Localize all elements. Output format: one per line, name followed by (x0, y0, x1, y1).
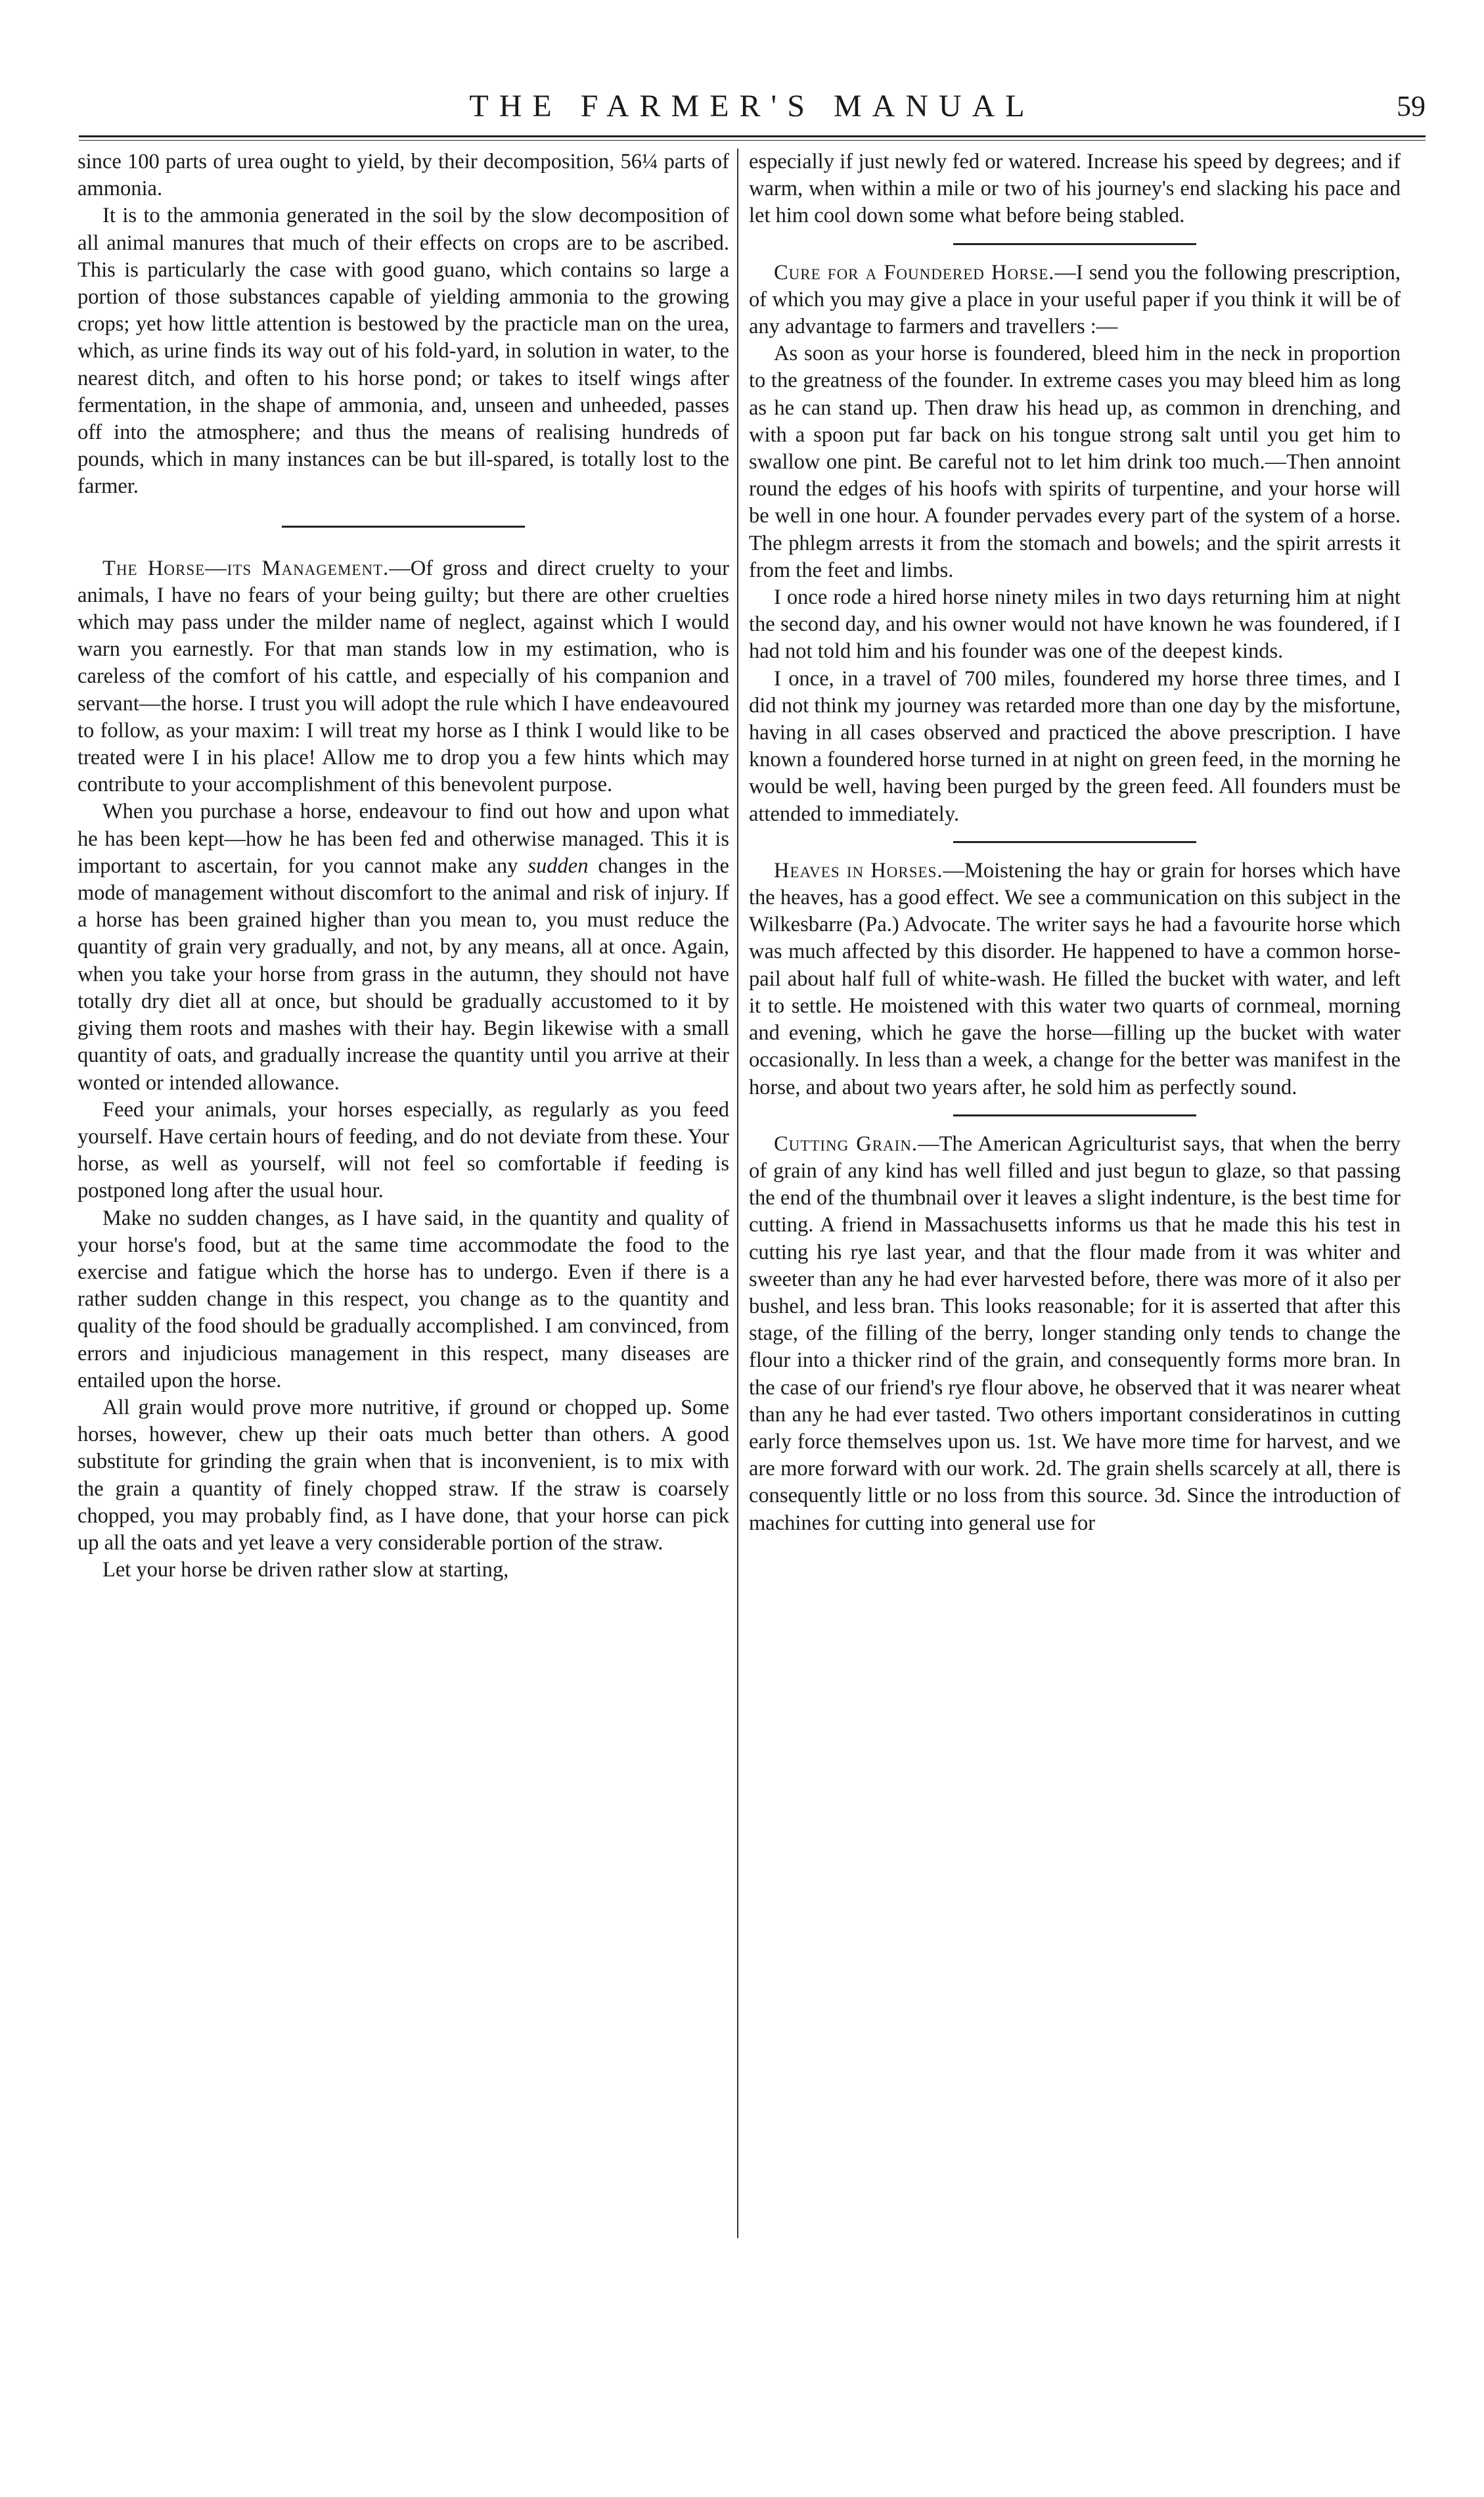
hired-horse-paragraph: I once rode a hired horse ninety miles in two days returning him at night the second day, and his owner would not have known he was foundered, if I had not told him and his founder was one of the deepest kinds. (749, 585, 1401, 664)
column-divider (737, 149, 738, 2238)
grain-nutritive-paragraph: All grain would prove more nutritive, if ground or chopped up. Some horses, however, chew up their oats much better than others. A good substitute for grinding the grain when that is inconvenient, is to mix with the grain a quantity of finely chopped straw. If the straw is coarsely chopped, you may probably find, as I have done, that your horse can pick up all the oats and yet leave a very considerable portion of the straw. (78, 1395, 729, 1555)
urea-continued-paragraph: since 100 parts of urea ought to yield, by their decomposition, 56¼ parts of ammonia. (78, 150, 729, 201)
foundered-horse-headline: Cure for a Foundered Horse. (774, 260, 1055, 285)
purchase-text-before: When you purchase a horse, endeavour to find out how and upon what he has been kept—how he has been fed and otherwise managed. This it is important to ascertain, for you cannot make any (78, 800, 729, 878)
article-divider (953, 1114, 1196, 1116)
no-sudden-changes-paragraph: Make no sudden changes, as I have said, in the quantity and quality of your horse's food, but at the same time accommodate the food to the exercise and fatigue which the horse has to undergo. Even if there is a rather sudden change in this respect, you change as to the quantity and quality of the food should be gradually accomplished. I am convinced, from errors and injudicious management in this respect, many diseases are entailed upon the horse. (78, 1206, 729, 1392)
cutting-grain-headline: Cutting Grain. (774, 1132, 918, 1156)
running-title: THE FARMER'S MANUAL (469, 89, 1035, 124)
purchase-horse-paragraph (78, 798, 729, 1096)
article-divider (953, 243, 1196, 245)
foundered-horse-paragraph (749, 260, 1401, 341)
feed-regularly-paragraph: Feed your animals, your horses especially, as regularly as you feed yourself. Have certain hours of feeding, and do not deviate from these. Your horse, as well as yourself, will not feel so comfortable if feeding is postponed long after the usual hour. (78, 1097, 729, 1203)
horse-management-paragraph (78, 555, 729, 799)
drive-slow-paragraph: Let your horse be driven rather slow at starting, (102, 1558, 509, 1582)
right-column (749, 149, 1401, 1537)
horse-continued-paragraph: especially if just newly fed or watered. Increase his speed by degrees; and if warm, when within a mile or two of his journey's end slacking his pace and let him cool down some what before being stabled. (749, 150, 1401, 228)
article-divider (282, 526, 525, 528)
horse-management-headline: The Horse—its Management. (102, 556, 390, 580)
page-header (79, 87, 1426, 133)
emphasis-sudden: sudden (528, 854, 589, 878)
foundered-horse-intro: —I send you the following prescription, of which you may give a place in your useful paper if you think it will be of any advantage to farmers and travellers :— (749, 260, 1401, 339)
urea-ammonia-paragraph: It is to the ammonia generated in the soil by the slow decomposition of all animal manures that much of their effects on crops are to be ascribed. This is particularly the case with good guano, which contains so large a portion of those substances capable of yielding ammonia to the growing crops; yet how little attention is bestowed by the practicle man on the urea, which, as urine finds its way out of his fold-yard, in solution in water, to the nearest ditch, and often to his horse pond; or takes to itself wings after fermentation, in the shape of ammonia, and, unseen and unheeded, passes off into the atmosphere; and thus the means of realising hundreds of pounds, which in many instances can be but ill-spared, is totally lost to the farmer. (78, 204, 729, 499)
cutting-grain-text: —The American Agriculturist says, that when the berry of grain of any kind has well filled and just begun to glaze, so that passing the end of the thumbnail over it leaves a slight indenture, is the best time for cutting. A friend in Massachusetts informs us that he made this his test in cutting his rye last year, and that the flour made from it was whiter and sweeter than any he had ever harvested before, there was more of it also per bushel, and less bran. This looks reasonable; for it is asserted that after this stage, of the filling of the berry, longer standing only tends to change the flour into a thicker rind of the grain, and consequently forms more bran. In the case of our friend's rye flour above, he observed that it was nearer wheat than any he had ever tasted. Two others important consideratinos in cutting early force themselves upon us. 1st. We have more time for harvest, and we are more forward with our work. 2d. The grain shells scarcely at all, there is consequently little or no loss from this source. 3d. Since the introduction of machines for cutting into general use for (749, 1132, 1401, 1535)
page-number: 59 (1397, 90, 1426, 122)
left-column (78, 149, 729, 1584)
heaves-text: —Moistening the hay or grain for horses which have the heaves, has a good effect. We see a communication on this subject in the Wilkesbarre (Pa.) Advocate. The writer says he had a favourite horse which was much affected by this disorder. He happened to have a common horse-pail about half full of white-wash. He filled the bucket with water, and left it to settle. He moistened with this water two quarts of cornmeal, morning and evening, which he gave the horse—filling up the bucket with water occasionally. In less than a week, a change for the better was manifest in the horse, and about two years after, he sold him as perfectly sound. (749, 858, 1401, 1099)
article-divider (953, 841, 1196, 843)
cutting-grain-paragraph (749, 1131, 1401, 1537)
horse-management-intro: —Of gross and direct cruelty to your animals, I have no fears of your being guilty; but there are other cruelties which may pass under the milder name of neglect, against which I would warn you earnestly. For that man stands low in my estimation, who is careless of the comfort of his cattle, and especially of his companion and servant—the horse. I trust you will adopt the rule which I have endeavoured to follow, as your maxim: I will treat my horse as I think I would like to be treated were I in his place! Allow me to drop you a few hints which may contribute to your accomplishment of this benevolent purpose. (78, 556, 729, 797)
travel-700-miles-paragraph: I once, in a travel of 700 miles, foundered my horse three times, and I did not think my journey was retarded more than one day by the misfortune, having in all cases observed and practiced the above prescription. I have known a foundered horse turned in at night on green feed, in the morning he would be well, having been purged by the green feed. All founders must be attended to immediately. (749, 666, 1401, 826)
bleed-horse-paragraph: As soon as your horse is foundered, bleed him in the neck in proportion to the greatness of the founder. In extreme cases you may bleed him as long as he can stand up. Then draw his head up, as common in drenching, and with a spoon put far back on his tongue strong salt until you get him to swallow one pint. Be careful not to let him drink too much.—Then annoint round the edges of his hoofs with spirits of turpentine, and your horse will be well in one hour. A founder pervades every part of the system of a horse. The phlegm arrests it from the stomach and bowels; and the spirit arrests it from the feet and limbs. (749, 342, 1401, 582)
header-rule (79, 135, 1426, 141)
heaves-paragraph (749, 858, 1401, 1101)
heaves-headline: Heaves in Horses. (774, 858, 943, 882)
purchase-text-after: changes in the mode of management without discomfort to the animal and risk of injury. If a horse has been grained higher than you mean to, you must reduce the quantity of grain very gradually, and not, by any means, all at once. Again, when you take your horse from grass in the autumn, they should not have totally dry diet all at once, but should be gradually accustomed to it by giving them roots and mashes with their hay. Begin likewise with a small quantity of oats, and gradually increase the quantity until you arrive at their wonted or intended allowance. (78, 854, 729, 1095)
